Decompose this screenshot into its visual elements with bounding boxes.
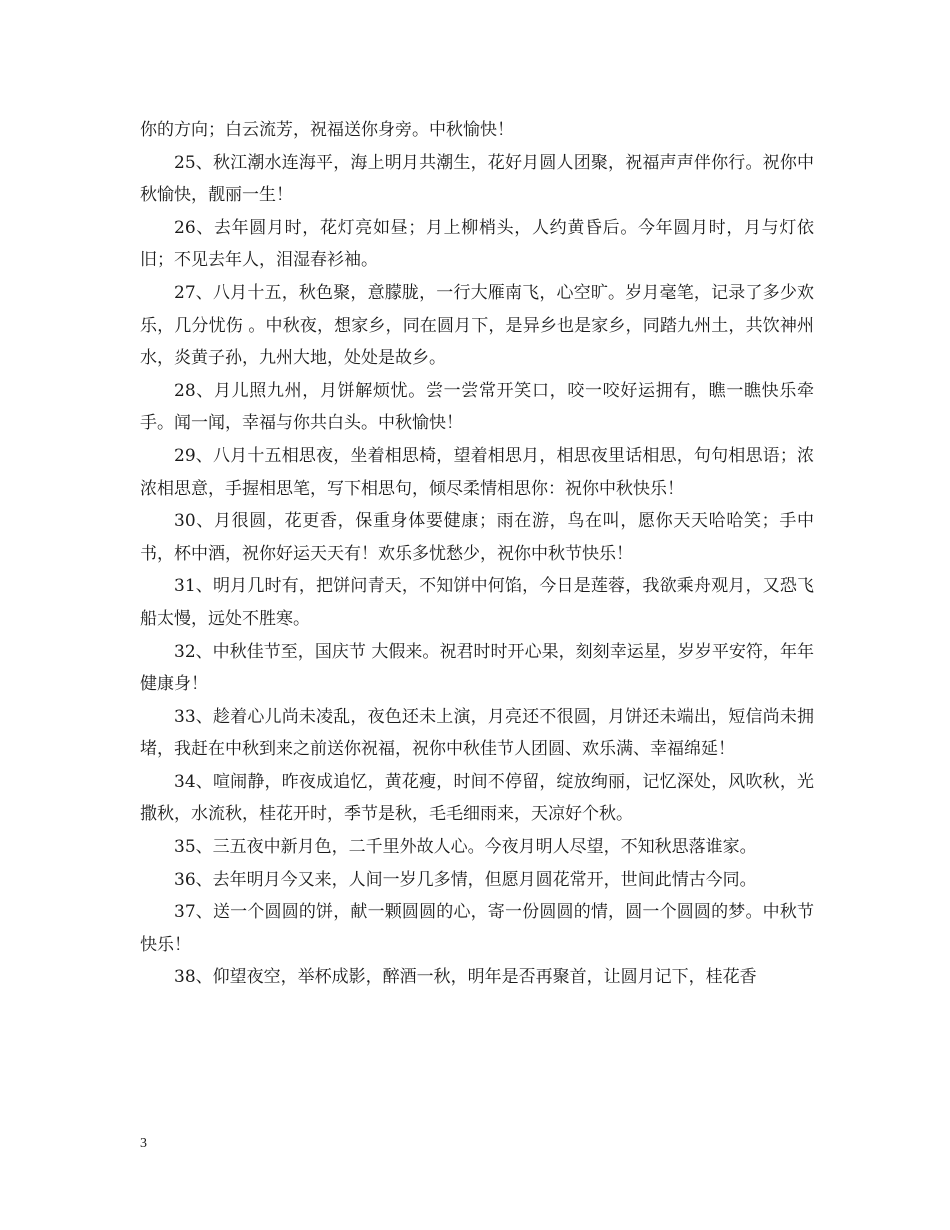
paragraph: 32、中秋佳节至，国庆节 大假来。祝君时时开心果，刻刻幸运星，岁岁平安符，年年健康身！ bbox=[140, 641, 814, 695]
paragraph: 34、喧闹静，昨夜成追忆，黄花瘦，时间不停留，绽放绚丽，记忆深处，风吹秋，光撒秋，水流秋，桂花开时，季节是秋，毛毛细雨来，天凉好个秋。 bbox=[140, 771, 814, 825]
page-number: 3 bbox=[140, 1136, 147, 1151]
paragraph: 你的方向；白云流芳，祝福送你身旁。中秋愉快！ bbox=[140, 120, 514, 140]
paragraph: 30、月很圆，花更香，保重身体要健康；雨在游，鸟在叫，愿你天天哈哈笑；手中书，杯中酒，祝你好运天天有！欢乐多忧愁少，祝你中秋节快乐！ bbox=[140, 511, 814, 564]
paragraph: 35、三五夜中新月色，二千里外故人心。今夜月明人尽望，不知秋思落谁家。 bbox=[174, 837, 757, 858]
paragraph: 38、仰望夜空，举杯成影，醉酒一秋，明年是否再聚首，让圆月记下，桂花香 bbox=[174, 967, 757, 988]
paragraph: 36、去年明月今又来，人间一岁几多情，但愿月圆花常开，世间此情古今同。 bbox=[174, 869, 757, 890]
paragraph: 33、趁着心儿尚未凌乱，夜色还未上演，月亮还不很圆，月饼还未端出，短信尚未拥堵，我赶在中秋到来之前送你祝福，祝你中秋佳节人团圆、欢乐满、幸福绵延！ bbox=[140, 706, 814, 760]
paragraph: 26、去年圆月时，花灯亮如昼；月上柳梢头，人约黄昏后。今年圆月时，月与灯依旧；不见去年人，泪湿春衫袖。 bbox=[140, 217, 814, 271]
paragraph: 28、月儿照九州，月饼解烦忧。尝一尝常开笑口，咬一咬好运拥有，瞧一瞧快乐牵手。闻一闻，幸福与你共白头。中秋愉快！ bbox=[140, 380, 814, 434]
document-body bbox=[140, 114, 814, 994]
paragraph: 31、明月几时有，把饼问青天，不知饼中何馅，今日是莲蓉，我欲乘舟观月，又恐飞船太慢，远处不胜寒。 bbox=[140, 576, 814, 629]
paragraph: 29、八月十五相思夜，坐着相思椅，望着相思月，相思夜里话相思，句句相思语；浓浓相思意，手握相思笔，写下相思句，倾尽柔情相思你：祝你中秋快乐！ bbox=[140, 445, 814, 499]
paragraph: 25、秋江潮水连海平，海上明月共潮生，花好月圆人团聚，祝福声声伴你行。祝你中秋愉快，靓丽一生！ bbox=[140, 152, 814, 206]
paragraph: 37、送一个圆圆的饼，献一颗圆圆的心，寄一份圆圆的情，圆一个圆圆的梦。中秋节快乐！ bbox=[140, 902, 814, 955]
paragraph: 27、八月十五，秋色聚，意朦胧，一行大雁南飞，心空旷。岁月毫笔，记录了多少欢乐，几分忧伤 。中秋夜，想家乡，同在圆月下，是异乡也是家乡，同踏九州土，共饮神州水，炎黄子孙，九州大地，处处是故乡。 bbox=[140, 282, 814, 369]
